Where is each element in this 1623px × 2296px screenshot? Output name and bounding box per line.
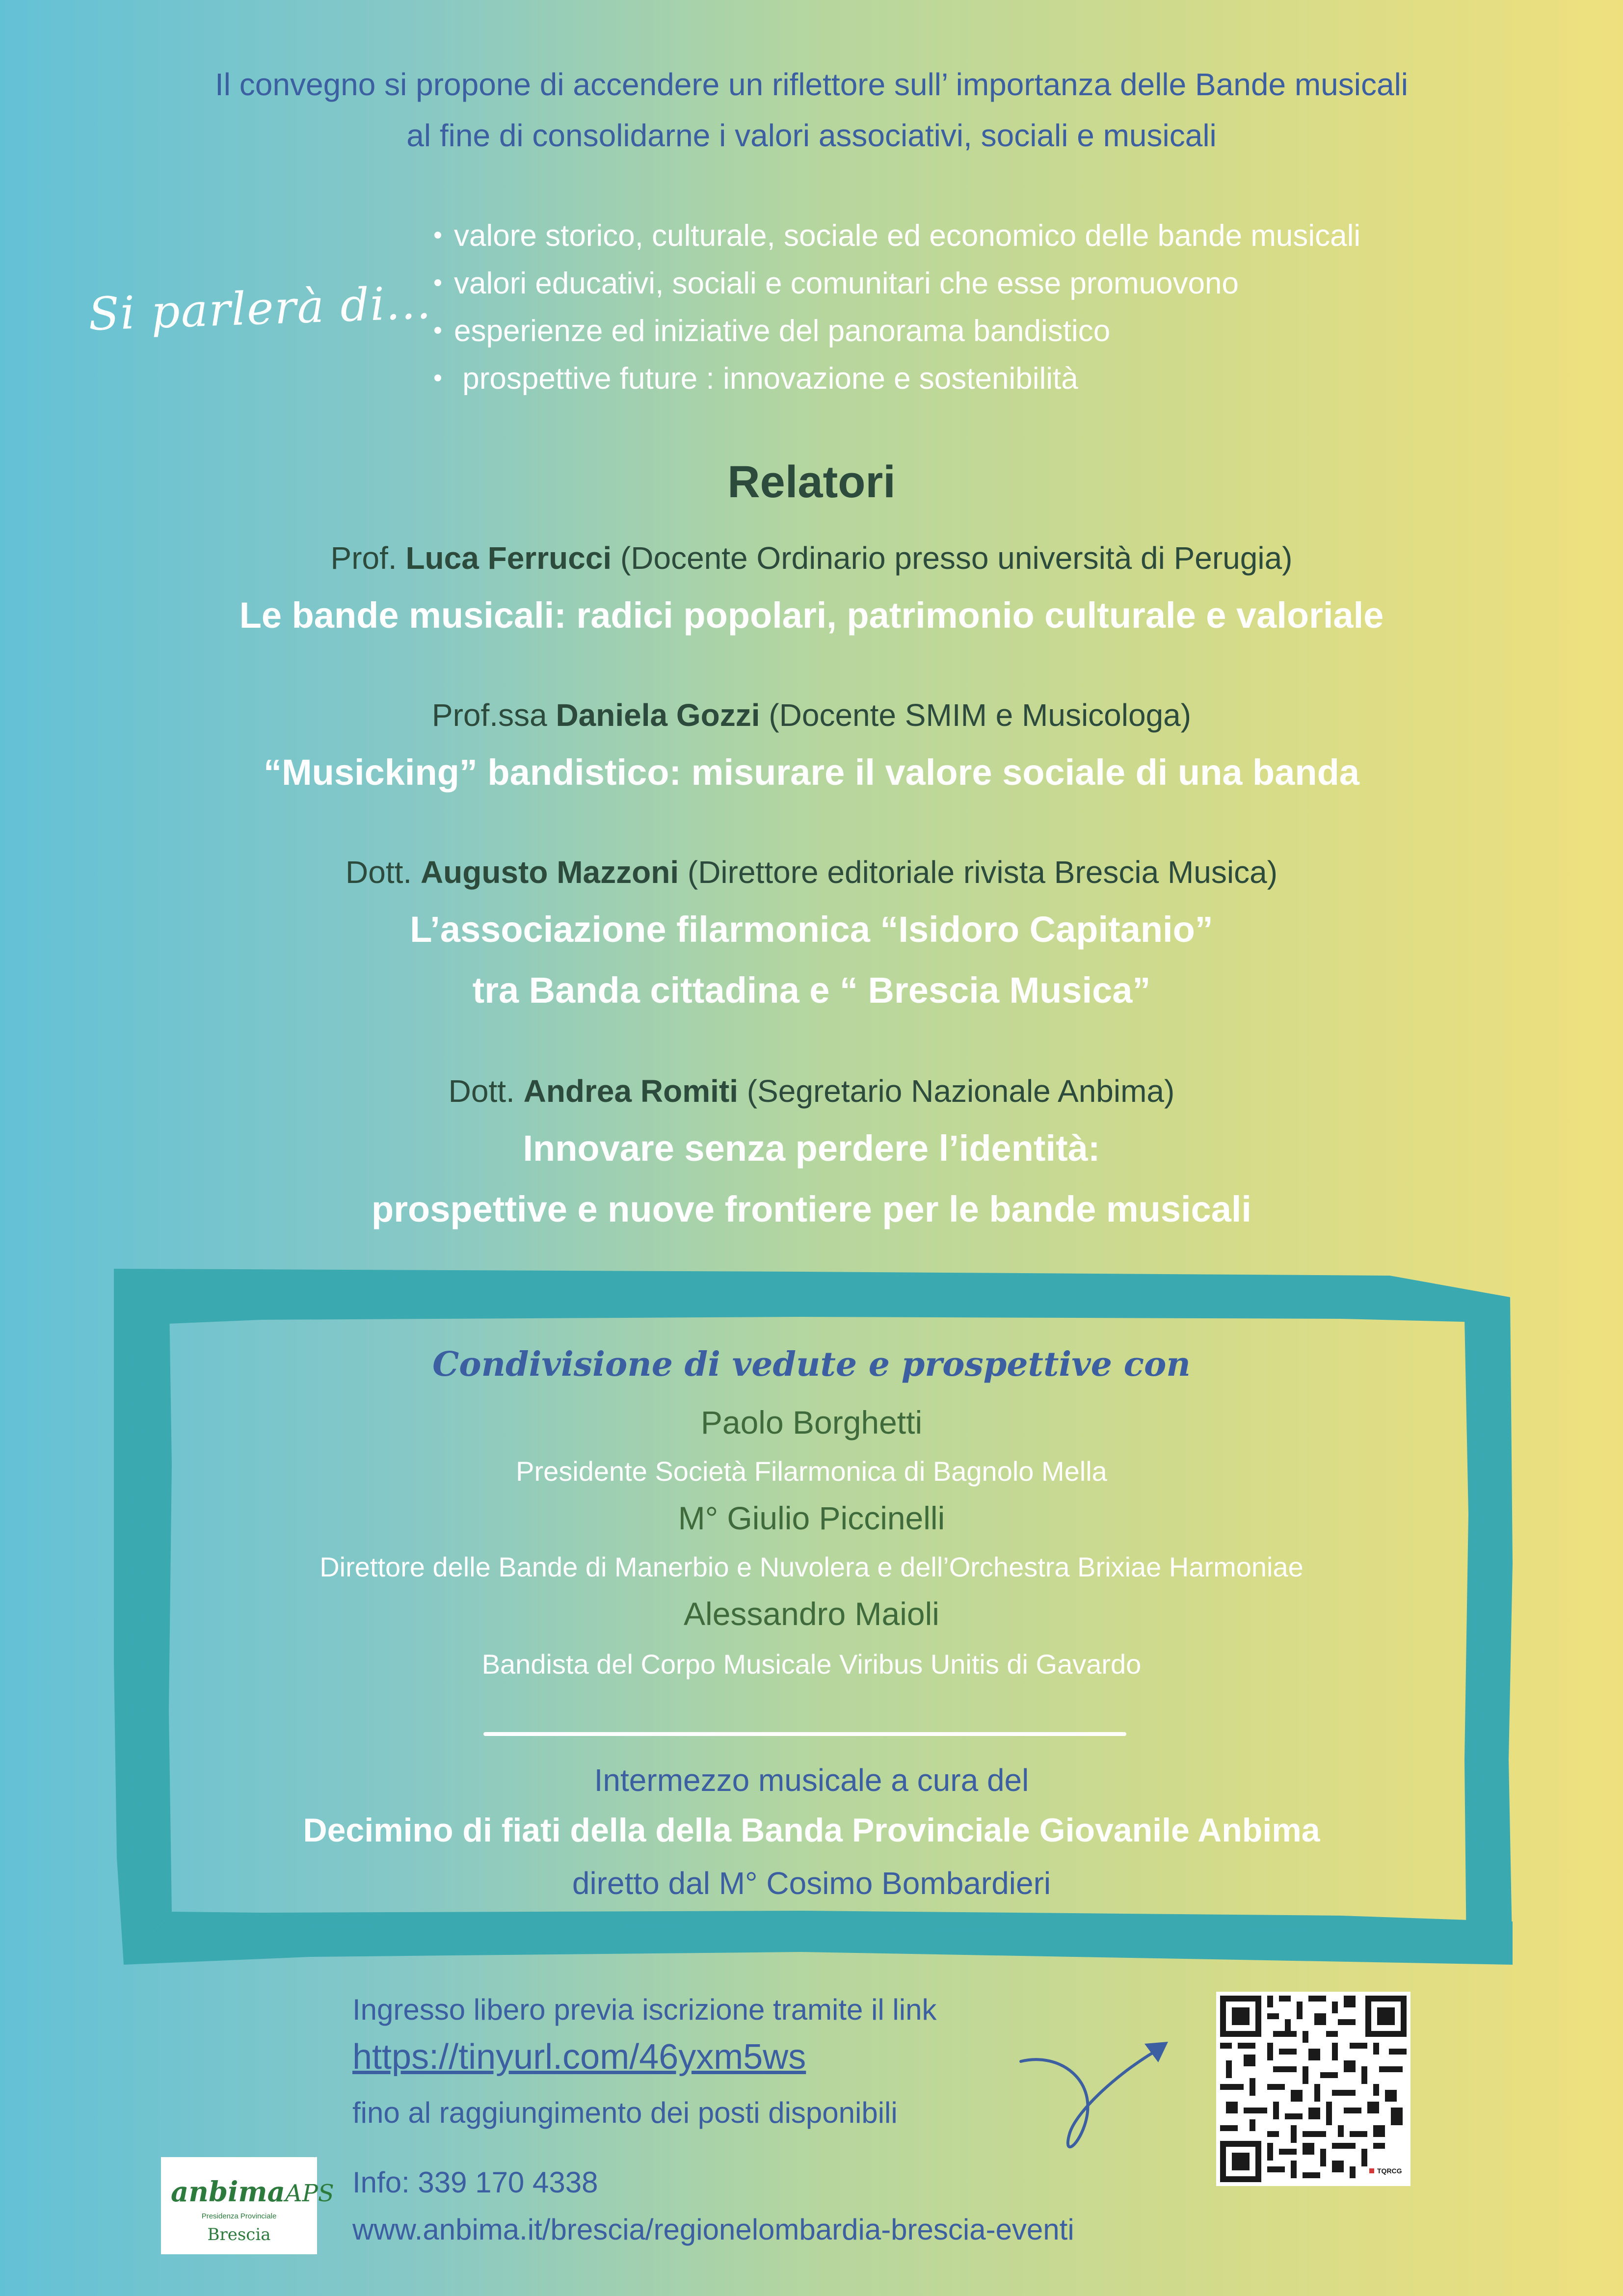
intermezzo-line-3: diretto dal M° Cosimo Bombardieri bbox=[572, 1866, 1051, 1901]
bullet-icon bbox=[434, 232, 441, 239]
speaker-name: Daniela Gozzi bbox=[556, 697, 760, 733]
intro-text bbox=[0, 59, 1623, 161]
bullet-icon bbox=[434, 279, 441, 286]
logo-city: Brescia bbox=[207, 2225, 271, 2244]
speaker-name: Luca Ferrucci bbox=[405, 540, 612, 576]
relatori-heading: Relatori bbox=[727, 457, 896, 507]
speaker-2 bbox=[0, 697, 1623, 733]
speaker-1 bbox=[0, 540, 1623, 576]
registration-link[interactable]: https://tinyurl.com/46yxm5ws bbox=[352, 2037, 806, 2077]
topic-item: prospettive future : innovazione e sostenibilità bbox=[434, 355, 1360, 402]
speaker-role: (Docente Ordinario presso università di Perugia) bbox=[620, 540, 1293, 576]
qr-code[interactable] bbox=[1216, 1992, 1410, 2186]
talk-3 bbox=[0, 899, 1623, 1021]
speaker-title: Prof.ssa bbox=[431, 697, 547, 733]
speaker-title: Dott. bbox=[448, 1073, 515, 1109]
talk-line: L’associazione filarmonica “Isidoro Capitanio” bbox=[410, 909, 1213, 950]
talk-4 bbox=[0, 1118, 1623, 1240]
talk-line: Le bande musicali: radici popolari, patrimonio culturale e valoriale bbox=[239, 595, 1384, 636]
speaker-3 bbox=[0, 854, 1623, 890]
registration-text: Ingresso libero previa iscrizione tramite il link bbox=[352, 1993, 937, 2026]
logo-subtitle: Presidenza Provinciale bbox=[201, 2212, 277, 2220]
curly-arrow-icon bbox=[1016, 2032, 1178, 2164]
speaker-4 bbox=[0, 1073, 1623, 1109]
topics-label: Si parlerà di... bbox=[87, 276, 433, 341]
logo-suffix: APS bbox=[285, 2180, 334, 2207]
intro-line-1: Il convegno si propone di accendere un riflettore sull’ importanza delle Bande musicali bbox=[215, 67, 1408, 102]
topic-item: valori educativi, sociali e comunitari che esse promuovono bbox=[434, 260, 1360, 307]
guest-name: M° Giulio Piccinelli bbox=[678, 1500, 945, 1536]
divider-line bbox=[483, 1732, 1126, 1736]
speaker-role: (Direttore editoriale rivista Brescia Musica) bbox=[687, 854, 1277, 890]
bullet-icon bbox=[434, 374, 441, 381]
topics-list bbox=[434, 212, 1360, 402]
bullet-icon bbox=[434, 327, 441, 334]
speaker-name: Augusto Mazzoni bbox=[420, 854, 679, 890]
topic-item: valore storico, culturale, sociale ed economico delle bande musicali bbox=[434, 212, 1360, 260]
talk-2 bbox=[0, 742, 1623, 803]
guest-name: Paolo Borghetti bbox=[700, 1404, 923, 1441]
guest-role: Bandista del Corpo Musicale Viribus Unitis di Gavardo bbox=[481, 1649, 1142, 1680]
guest-name: Alessandro Maioli bbox=[684, 1596, 939, 1632]
info-website[interactable]: www.anbima.it/brescia/regionelombardia-brescia-eventi bbox=[352, 2213, 1074, 2246]
info-phone: Info: 339 170 4338 bbox=[352, 2166, 598, 2199]
logo-name: anbima bbox=[171, 2176, 285, 2208]
topic-item: esperienze ed iniziative del panorama bandistico bbox=[434, 307, 1360, 355]
talk-line: tra Banda cittadina e “ Brescia Musica” bbox=[472, 970, 1151, 1011]
anbima-logo bbox=[161, 2157, 334, 2254]
guest-role: Direttore delle Bande di Manerbio e Nuvolera e dell’Orchestra Brixiae Harmoniae bbox=[319, 1551, 1304, 1582]
talk-1 bbox=[0, 585, 1623, 646]
intermezzo-line-1: Intermezzo musicale a cura del bbox=[594, 1762, 1029, 1798]
qr-badge: TQRCG bbox=[1377, 2167, 1402, 2175]
talk-line: prospettive e nuove frontiere per le bande musicali bbox=[372, 1189, 1251, 1229]
talk-line: Innovare senza perdere l’identità: bbox=[523, 1128, 1100, 1169]
speaker-role: (Docente SMIM e Musicologa) bbox=[769, 697, 1192, 733]
speaker-name: Andrea Romiti bbox=[523, 1073, 738, 1109]
talk-line: “Musicking” bandistico: misurare il valore sociale di una banda bbox=[264, 752, 1359, 793]
speaker-title: Prof. bbox=[330, 540, 397, 576]
guest-role: Presidente Società Filarmonica di Bagnolo Mella bbox=[516, 1456, 1107, 1487]
speaker-title: Dott. bbox=[346, 854, 412, 890]
intro-line-2: al fine di consolidarne i valori associativi, sociali e musicali bbox=[406, 118, 1217, 153]
intermezzo-line-2: Decimino di fiati della della Banda Provinciale Giovanile Anbima bbox=[303, 1812, 1320, 1849]
speaker-role: (Segretario Nazionale Anbima) bbox=[746, 1073, 1175, 1109]
condivisione-title: Condivisione di vedute e prospettive con bbox=[432, 1345, 1191, 1384]
registration-note: fino al raggiungimento dei posti disponibili bbox=[352, 2096, 898, 2129]
